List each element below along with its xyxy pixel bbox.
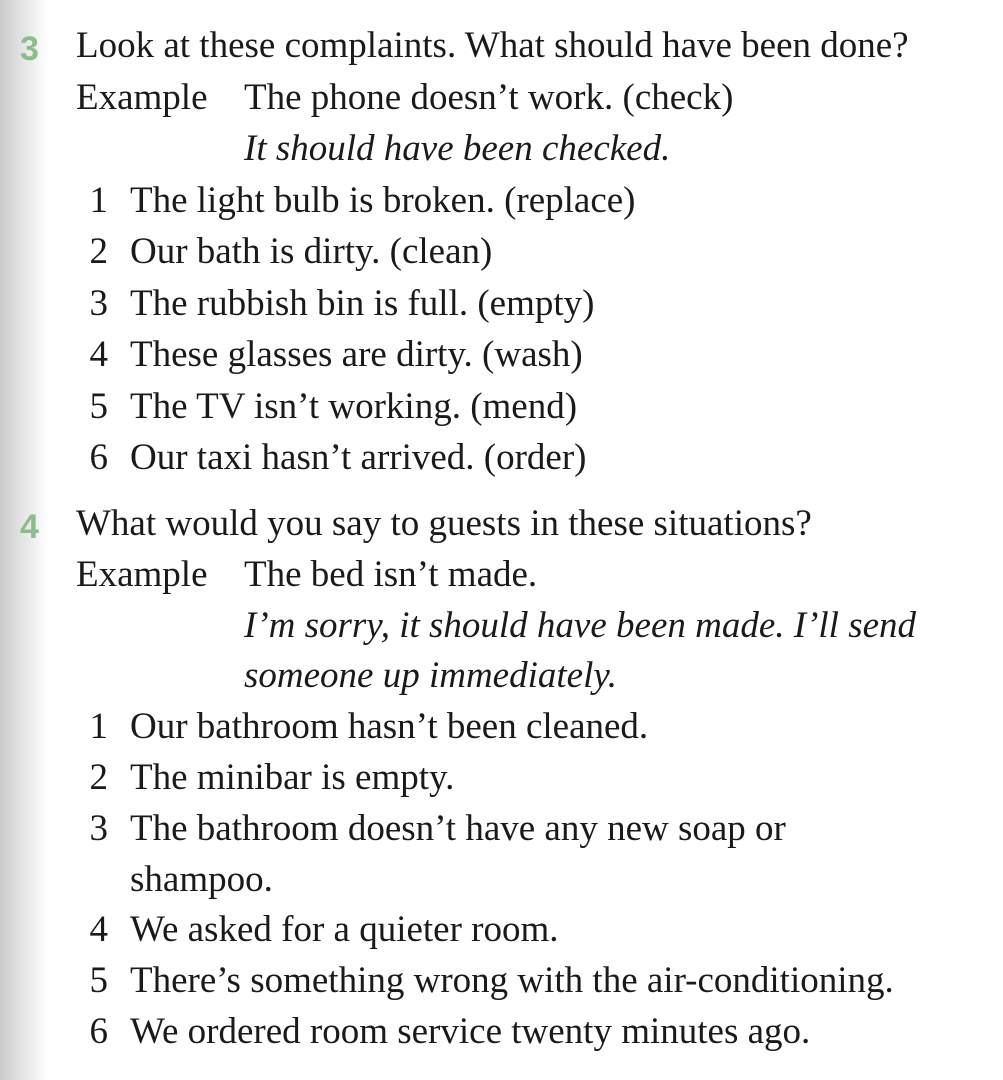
- item-number: 6: [89, 1011, 108, 1052]
- item-text: The light bulb is broken. (replace): [130, 179, 636, 221]
- exercise-number: 4: [20, 508, 39, 546]
- item-text: Our bath is dirty. (clean): [130, 231, 493, 272]
- item-text: The bathroom doesn’t have any new soap or: [130, 807, 786, 849]
- item-number: 6: [89, 437, 108, 478]
- item-number: 5: [89, 960, 108, 1002]
- item-number: 3: [89, 807, 108, 849]
- example-text: The phone doesn’t work. (check): [244, 76, 734, 118]
- example-label: Example: [76, 76, 208, 118]
- item-text: The TV isn’t working. (mend): [130, 385, 578, 427]
- item-text: shampoo.: [130, 858, 273, 900]
- item-text: Our taxi hasn’t arrived. (order): [130, 437, 587, 478]
- item-number: 4: [89, 334, 108, 375]
- item-number: 2: [89, 231, 108, 272]
- exercise-instruction: What would you say to guests in these situations?: [76, 503, 812, 544]
- item-number: 4: [89, 909, 108, 951]
- item-text: These glasses are dirty. (wash): [130, 334, 583, 375]
- item-number: 2: [89, 757, 108, 798]
- example-answer: It should have been checked.: [244, 128, 671, 169]
- example-answer: someone up immediately.: [244, 655, 617, 697]
- item-text: We asked for a quieter room.: [130, 909, 559, 951]
- item-number: 1: [89, 179, 108, 221]
- example-answer: I’m sorry, it should have been made. I’ll send: [244, 604, 917, 646]
- item-number: 3: [89, 282, 108, 324]
- example-text: The bed isn’t made.: [244, 553, 538, 595]
- exercise-number: 3: [20, 30, 39, 68]
- item-number: 5: [89, 385, 108, 427]
- example-label: Example: [76, 553, 208, 595]
- item-text: The minibar is empty.: [130, 757, 455, 798]
- item-text: The rubbish bin is full. (empty): [130, 282, 595, 324]
- item-text: Our bathroom hasn’t been cleaned.: [130, 706, 649, 748]
- item-text: We ordered room service twenty minutes ago.: [130, 1011, 811, 1052]
- item-number: 1: [89, 706, 108, 748]
- item-text: There’s something wrong with the air-conditioning.: [130, 960, 894, 1002]
- exercise-instruction: Look at these complaints. What should have been done?: [76, 25, 909, 66]
